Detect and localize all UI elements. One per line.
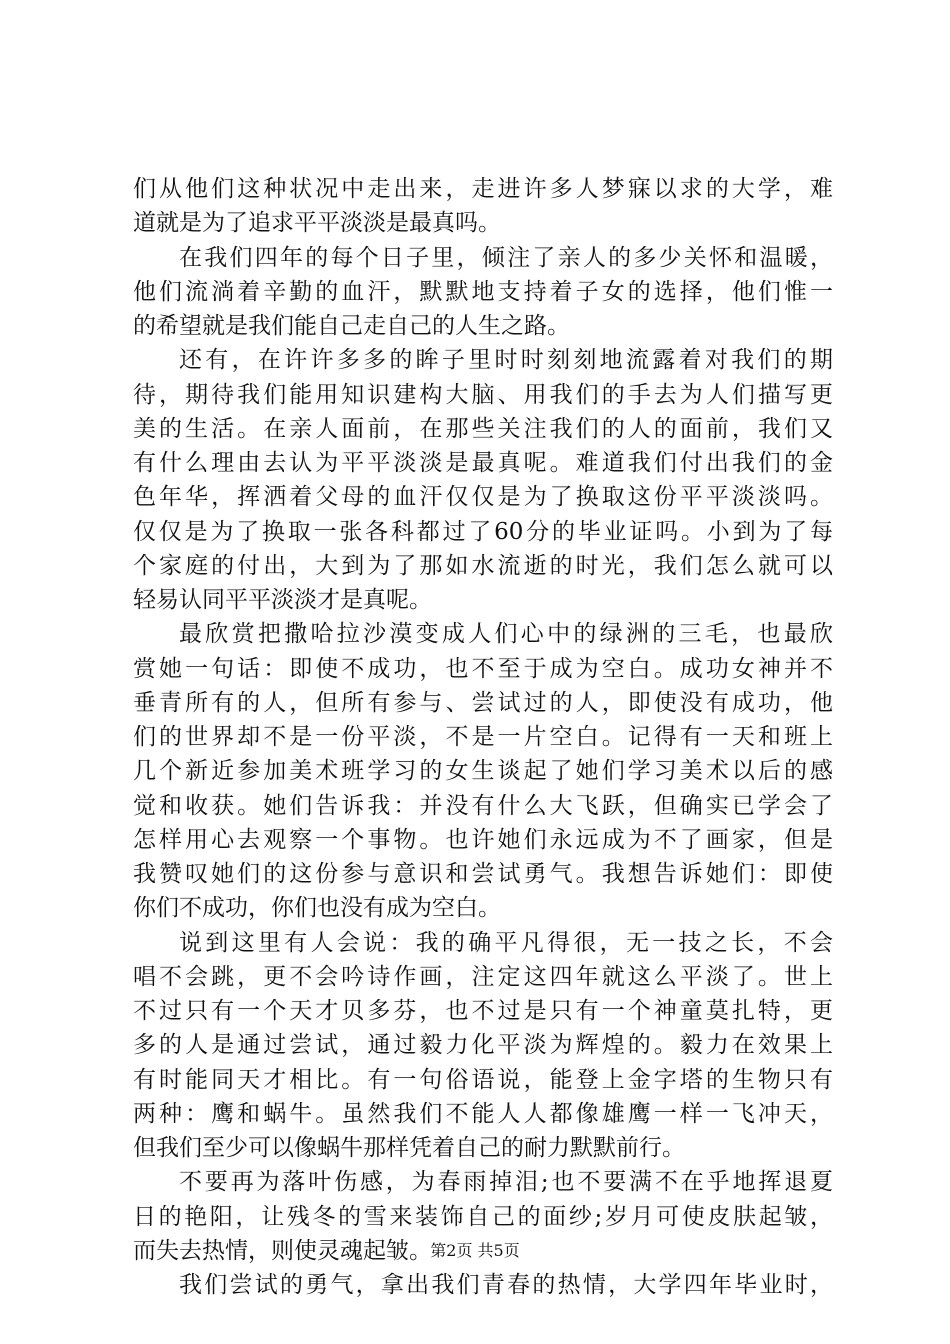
text-line: 几个新近参加美术班学习的女生谈起了她们学习美术以后的感	[133, 758, 833, 785]
text-line: 最欣赏把撒哈拉沙漠变成人们心中的绿洲的三毛，也最欣	[179, 621, 833, 648]
text-line: 有时能同天才相比。有一句俗语说，能登上金字塔的生物只有	[133, 1066, 833, 1093]
text-line: 仅仅是为了换取一张各科都过了60分的毕业证吗。小到为了每	[133, 518, 833, 545]
text-line: 垂青所有的人，但所有参与、尝试过的人，即使没有成功，他	[133, 689, 833, 716]
text-line: 他们流淌着辛勤的血汗，默默地支持着子女的选择，他们惟一	[133, 278, 833, 305]
text-line: 道就是为了追求平平淡淡是最真吗。	[133, 210, 501, 237]
text-line: 还有，在许许多多的眸子里时时刻刻地流露着对我们的期	[179, 347, 833, 374]
body-text	[133, 172, 833, 1302]
text-line: 个家庭的付出，大到为了那如水流逝的时光，我们怎么就可以	[133, 552, 833, 579]
text-line: 觉和收获。她们告诉我：并没有什么大飞跃，但确实已学会了	[133, 792, 833, 819]
text-line: 我赞叹她们的这份参与意识和尝试勇气。我想告诉她们：即使	[133, 861, 833, 887]
text-line: 们从他们这种状况中走出来，走进许多人梦寐以求的大学，难	[133, 176, 833, 202]
text-line: 在我们四年的每个日子里，倾注了亲人的多少关怀和温暖，	[179, 244, 833, 271]
text-line: 的希望就是我们能自己走自己的人生之路。	[133, 313, 570, 339]
text-line: 说到这里有人会说：我的确平凡得很，无一技之长，不会	[179, 929, 833, 956]
page-footer: 第2页 共5页	[430, 1241, 520, 1260]
text-line: 两种：鹰和蜗牛。虽然我们不能人人都像雄鹰一样一飞冲天，	[133, 1100, 833, 1127]
text-line: 日的艳阳，让残冬的雪来装饰自己的面纱;岁月可使皮肤起皱，	[133, 1203, 833, 1230]
text-line: 美的生活。在亲人面前，在那些关注我们的人的面前，我们又	[133, 415, 833, 442]
text-line: 你们不成功，你们也没有成为空白。	[133, 895, 501, 922]
text-line: 唱不会跳，更不会吟诗作画，注定这四年就这么平淡了。世上	[133, 963, 833, 990]
text-line: 不要再为落叶伤感，为春雨掉泪;也不要满不在乎地挥退夏	[179, 1169, 833, 1196]
text-line: 赏她一句话：即使不成功，也不至于成为空白。成功女神并不	[133, 655, 833, 682]
text-line: 色年华，挥洒着父母的血汗仅仅是为了换取这份平平淡淡吗。	[133, 484, 833, 511]
text-line: 有什么理由去认为平平淡淡是最真呢。难道我们付出我们的金	[133, 450, 833, 476]
text-line: 怎样用心去观察一个事物。也许她们永远成为不了画家，但是	[133, 826, 833, 853]
text-line: 待，期待我们能用知识建构大脑、用我们的手去为人们描写更	[133, 381, 833, 408]
text-line: 但我们至少可以像蜗牛那样凭着自己的耐力默默前行。	[133, 1135, 685, 1161]
text-line: 们的世界却不是一份平淡，不是一片空白。记得有一天和班上	[133, 724, 833, 750]
text-line: 不过只有一个天才贝多芬，也不过是只有一个神童莫扎特，更	[133, 998, 833, 1024]
text-line: 轻易认同平平淡淡才是真呢。	[133, 587, 432, 613]
text-line: 我们尝试的勇气，拿出我们青春的热情，大学四年毕业时，	[179, 1272, 833, 1298]
text-line: 而失去热情，则使灵魂起皱。	[133, 1237, 432, 1264]
text-line: 多的人是通过尝试，通过毅力化平淡为辉煌的。毅力在效果上	[133, 1032, 833, 1059]
